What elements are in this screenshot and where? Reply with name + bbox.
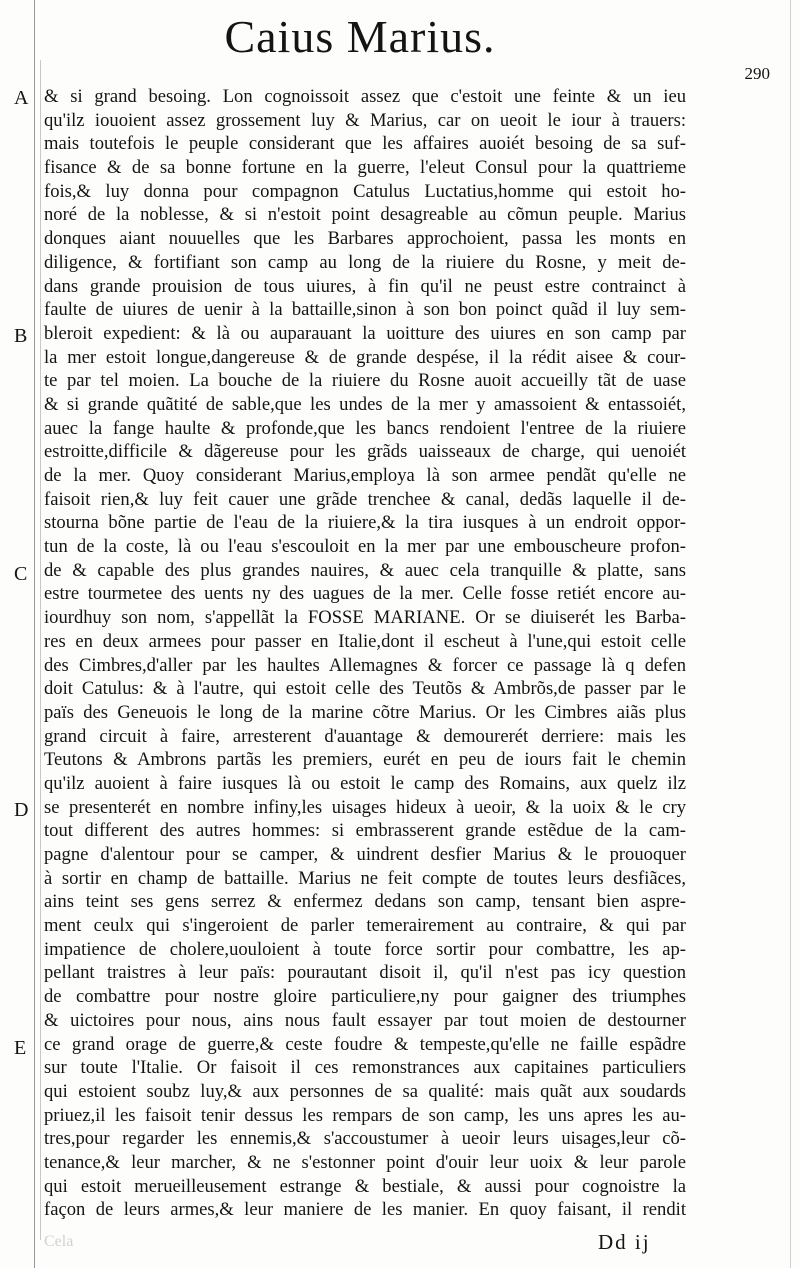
running-head: Caius Marius. [224, 11, 496, 62]
text-line: & si grande quãtité de sable,que les undes de la mer y amassoient & entassoiét, [44, 393, 686, 415]
text-line: façon de leurs armes,& leur maniere de les manier. En quoy faisant, il rendit [44, 1199, 686, 1221]
text-line: pagne d'alentour pour se camper, & uindrent desfier Marius & le prouoquer [44, 844, 686, 865]
text-line: & si grand besoing. Lon cognoissoit assez que c'estoit une feinte & un ieu [44, 86, 686, 107]
text-line: païs des Geneuois le long de la marine cõtre Marius. Or les Cimbres aiãs plus [44, 701, 686, 723]
body-text [44, 85, 686, 1222]
text-line: la mer estoit longue,dangereuse & de grande despése, il la rédit aisee & cour- [44, 346, 686, 368]
text-line: des Cimbres,d'aller par les haultes Allemagnes & forcer ce passage là q defen [44, 654, 686, 676]
text-line: Teutons & Ambrons partãs les premiers, eurét en peu de iours fait le chemin [44, 749, 686, 771]
text-line: qu'ilz auoient à faire iusques là ou estoit le camp des Romains, aux quelz ilz [44, 772, 686, 794]
text-line: res en deux armees pour passer en Italie,dont il escheut à l'une,qui estoit celle [44, 630, 686, 652]
margin-letter-b: B [14, 325, 28, 347]
text-line: pellant traistres à leur païs: pourautant disoit il, qu'il n'est pas icy question [44, 962, 686, 984]
signature-mark: Dd ij [598, 1230, 651, 1254]
text-line: tenance,& leur marcher, & ne s'estonner point d'ouir leur uoix & leur parole [44, 1151, 686, 1173]
text-line: bleroit expedient: & là ou auparauant la uoitture des uiures en son camp par [44, 322, 686, 344]
text-line: & uictoires pour nous, ains nous fault essayer par tout moien de destourner [44, 1009, 686, 1031]
text-line: de & capable des plus grandes nauires, & auec cela tranquille & platte, sans [44, 559, 686, 581]
text-line: impatience de cholere,uouloient à toute force sortir pour combattre, les ap- [44, 938, 686, 960]
text-line: de la mer. Quoy considerant Marius,employa là son armee pendãt qu'elle ne [44, 465, 686, 486]
text-line: ains teint ses gens serrez & enfermez dedans son camp, tensant bien aspre- [44, 891, 686, 913]
text-line: se presenterét en nombre infiny,les uisages hideux à ueoir, & la uoix & le cry [44, 796, 686, 818]
text-line: doit Catulus: & à l'autre, qui estoit celle des Teutõs & Ambrõs,de passer par le [44, 678, 686, 700]
show-through-word: Cela [44, 1233, 74, 1250]
text-line: diligence, & fortifiant son camp au long de la riuiere du Rosne, y meit de- [44, 251, 686, 273]
text-line: fois,& luy donna pour compagnon Catulus Luctatius,homme qui estoit ho- [44, 180, 686, 202]
text-line: ce grand orage de guerre,& ceste foudre & tempeste,qu'elle ne faille espãdre [44, 1033, 686, 1055]
text-line: mais toutefois le peuple considerant que les affaires auoiét besoing de sa suf- [44, 133, 686, 155]
text-line: iourdhuy son nom, s'appellãt la FOSSE MARIANE. Or se diuiserét les Barba- [44, 607, 686, 629]
text-line: tres,pour regarder les ennemis,& s'accoustumer à ueoir leurs uisages,leur cõ- [44, 1128, 686, 1150]
text-line: ment ceulx qui s'ingeroient de parler temerairement au contraire, & qui par [44, 915, 686, 937]
text-line: sur toute l'Italie. Or faisoit il ces remonstrances aux capitaines particuliers [44, 1057, 686, 1079]
text-line: faisoit rien,& luy feit cauer une grãde trenchee & canal, dedãs laquelle il de- [44, 488, 686, 510]
text-line: à sortir en champ de battaille. Marius ne feit compte de toutes leurs desfiãces, [44, 867, 686, 889]
text-line: donques aiant nouuelles que les Barbares approchoient, passa les monts en [44, 228, 686, 250]
text-line: fisance & de sa bonne fortune en la guerre, l'eleut Consul pour la quattrieme [44, 157, 686, 179]
margin-letter-c: C [14, 563, 28, 585]
left-margin-rule [34, 0, 35, 1268]
text-line: qui estoient soubz luy,& aux personnes de sa qualité: mais quãt aux soudards [44, 1080, 686, 1102]
text-line: qu'ilz iouoient assez grossement luy & Marius, car on ueoit le iour à trauers: [44, 109, 686, 131]
text-line: tout different des autres hommes: si embrasserent grande estẽdue de la cam- [44, 820, 686, 842]
text-line: estroitte,difficile & dãgereuse pour les grãds uaisseaux de charge, qui uenoiét [44, 441, 686, 463]
text-line: noré de la noblesse, & si n'estoit point desagreable au cõmun peuple. Marius [44, 204, 686, 226]
text-line: dans grande prouision de tous uiures, à fin qu'il ne peust estre contrainct à [44, 275, 686, 297]
margin-letter-a: A [14, 87, 29, 109]
text-line: tun de la coste, là ou l'eau s'escouloit en la mer par une embouscheure profon- [44, 536, 686, 558]
text-line: faulte de uiures de uenir à la battaille,sinon à son bon poinct quãd il luy sem- [44, 299, 686, 321]
text-line: te par tel moien. La bouche de la riuiere du Rosne auoit accueilly tãt de uase [44, 370, 686, 392]
margin-letter-e: E [14, 1037, 27, 1059]
text-line: grand circuit à faire, arresterent d'auantage & demourerét derriere: mais les [44, 725, 686, 747]
right-margin-rule [790, 0, 791, 1268]
text-line: auec la fange haulte & profonde,que les bancs rendoient l'entree de la riuiere [44, 417, 686, 439]
margin-letter-d: D [14, 799, 29, 821]
text-line: qui estoit merueilleusement estrange & bestiale, & aussi pour cognoistre la [44, 1175, 686, 1197]
page-number: 290 [744, 64, 770, 83]
text-line: estre tourmetee des uents ny des uagues de la mer. Celle fosse retiét encore au- [44, 583, 686, 605]
inner-margin-rule [40, 60, 41, 1240]
text-line: stourna bõne partie de l'eau de la riuiere,& la tira iusques à un endroit oppor- [44, 512, 686, 534]
text-line: de combattre pour nostre gloire particuliere,ny pour gaigner des triumphes [44, 986, 686, 1008]
text-line: priuez,il les faisoit tenir dessus les rempars de son camp, les uns apres les au- [44, 1104, 686, 1126]
